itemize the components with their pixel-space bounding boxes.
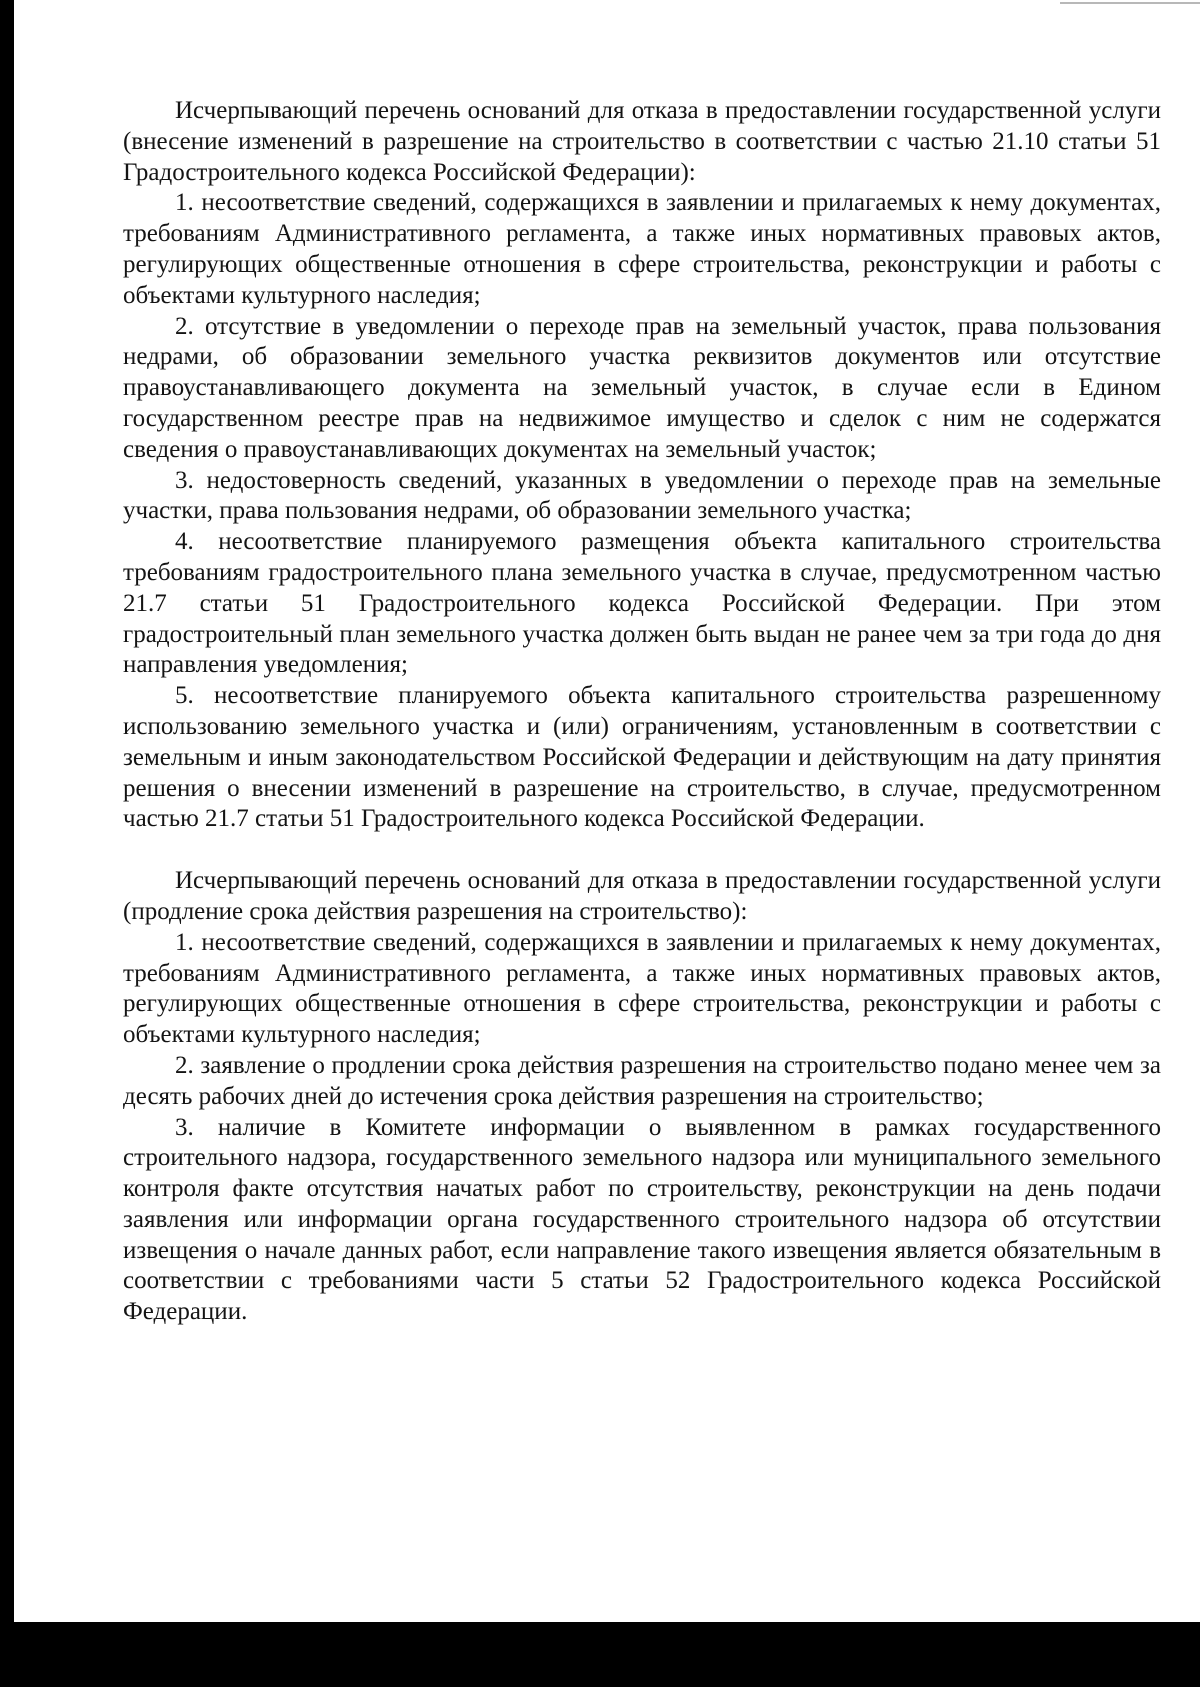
document-body <box>123 96 1161 1328</box>
section2-item-3: 3. наличие в Комитете информации о выявленном в рамках государственного строительного надзора, государственного земельного надзора или муниципального земельного контроля факте отсутствия начатых работ по строительству, реконструкции на день подачи заявления или информации органа государственного строительного надзора об отсутствии извещения о начале данных работ, если направление такого извещения является обязательным в соответствии с требованиями части 5 статьи 52 Градостроительного кодекса Российской Федерации. <box>123 1113 1161 1326</box>
section2-item-1: 1. несоответствие сведений, содержащихся в заявлении и прилагаемых к нему документах, требованиям Административного регламента, а также иных нормативных правовых актов, регулирующих общественные отношения в сфере строительства, реконструкции и работы с объектами культурного наследия; <box>123 928 1161 1049</box>
section1-item-1: 1. несоответствие сведений, содержащихся в заявлении и прилагаемых к нему документах, требованиям Административного регламента, а также иных нормативных правовых актов, регулирующих общественные отношения в сфере строительства, реконструкции и работы с объектами культурного наследия; <box>123 189 1161 309</box>
section2-intro: Исчерпывающий перечень оснований для отказа в предоставлении государственной услуги (продление срока действия разрешения на строительство): <box>123 867 1161 925</box>
section1-item-3: 3. недостоверность сведений, указанных в уведомлении о переходе прав на земельные участки, права пользования недрами, об образовании земельного участка; <box>123 466 1161 525</box>
scan-bottom-band <box>0 1622 1200 1687</box>
section1-intro: Исчерпывающий перечень оснований для отказа в предоставлении государственной услуги (внесение изменений в разрешение на строительство в соответствии с частью 21.10 статьи 51 Градостроительного кодекса Российской Федерации): <box>123 97 1161 186</box>
section2-item-2: 2. заявление о продлении срока действия разрешения на строительство подано менее чем за десять рабочих дней до истечения срока действия разрешения на строительство; <box>123 1051 1161 1110</box>
section1-item-4: 4. несоответствие планируемого размещения объекта капитального строительства требованиям градостроительного плана земельного участка в случае, предусмотренном частью 21.7 статьи 51 Градостроительного кодекса Российской Федерации. При этом градостроительный план земельного участка должен быть выдан не ранее чем за три года до дня направления уведомления; <box>123 528 1161 679</box>
section1-item-5: 5. несоответствие планируемого объекта капитального строительства разрешенному использованию земельного участка и (или) ограничениям, установленным в соответствии с земельным и иным законодательством Российской Федерации и действующим на дату принятия решения о внесении изменений в разрешение на строительство, в случае, предусмотренном частью 21.7 статьи 51 Градостроительного кодекса Российской Федерации. <box>123 682 1161 833</box>
section1-item-2: 2. отсутствие в уведомлении о переходе прав на земельный участок, права пользования недрами, об образовании земельного участка реквизитов документов или отсутствие правоустанавливающего документа на земельный участок, в случае если в Едином государственном реестре прав на недвижимое имущество и сделок с ним не содержатся сведения о правоустанавливающих документах на земельный участок; <box>123 312 1161 463</box>
scan-top-mark <box>1060 2 1200 4</box>
scan-left-edge <box>0 0 14 1687</box>
